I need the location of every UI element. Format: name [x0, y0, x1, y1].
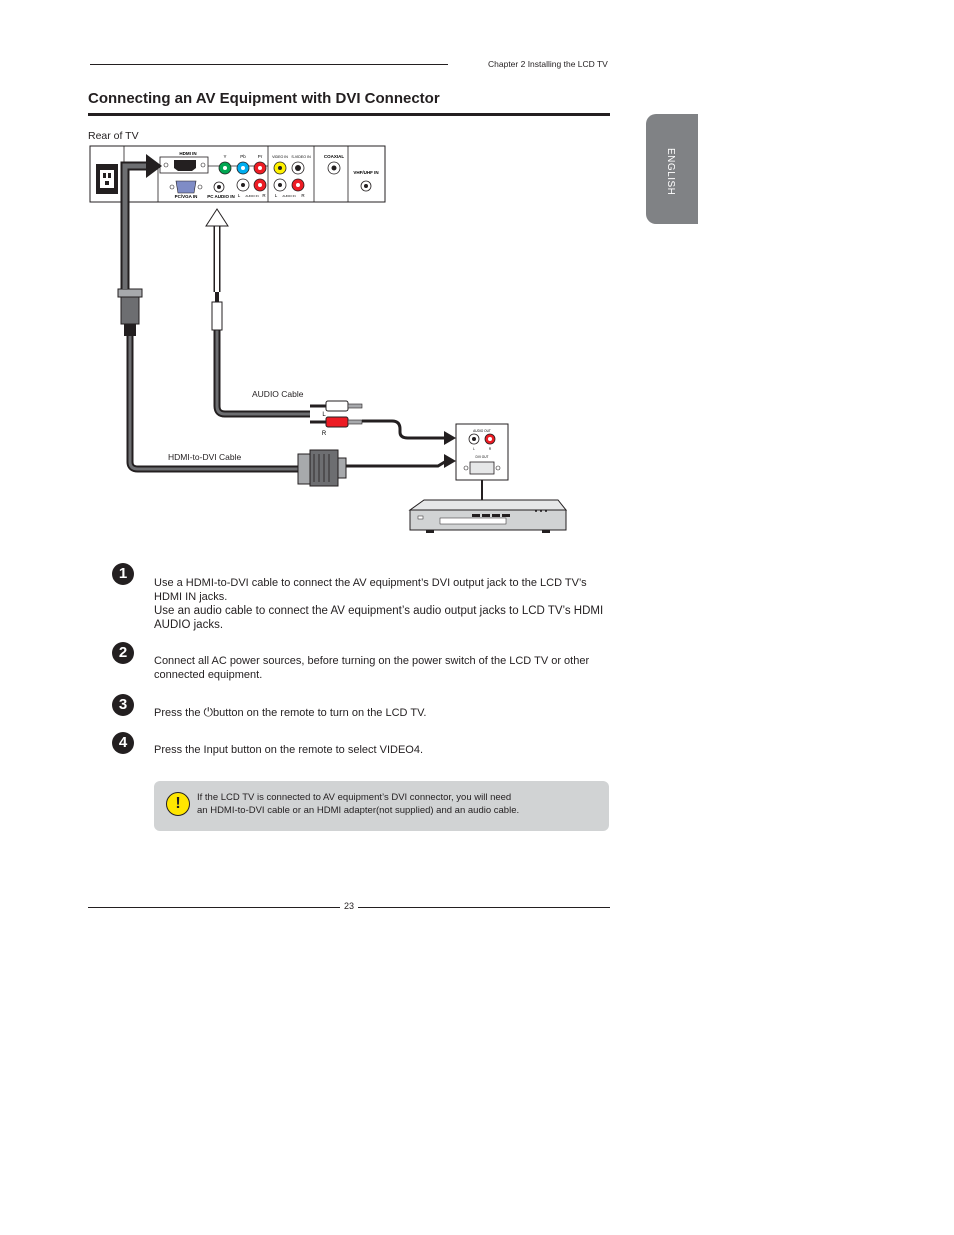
step-2-number: 2 [112, 642, 134, 664]
note-box [154, 781, 609, 831]
device-label-l: L [473, 447, 475, 451]
footer-rule-left [88, 907, 340, 908]
page-title: Connecting an AV Equipment with DVI Connector [88, 90, 440, 107]
step-1-text [154, 576, 609, 632]
device-label-r: R [488, 447, 492, 451]
note-line-2: an HDMI-to-DVI cable or an HDMI adapter(not supplied) and an audio cable. [197, 805, 520, 816]
device-dvi-out-label: DVI OUT [475, 455, 489, 459]
step-3-text [154, 705, 609, 720]
port-label-pr: Pr [257, 154, 263, 159]
language-tab-label: ENGLISH [665, 148, 676, 196]
hdmi-dvi-cable-label: HDMI-to-DVI Cable [168, 452, 242, 462]
av-equipment-icon [410, 500, 566, 533]
note-text [197, 791, 602, 817]
exclamation-icon [166, 792, 190, 816]
port-label-pc-audio-in: PC AUDIO IN [207, 194, 235, 199]
rear-of-tv-label: Rear of TV [88, 130, 139, 142]
step-1-number: 1 [112, 563, 134, 585]
port-label-coaxial: COAXIAL [323, 154, 345, 159]
note-line-1: If the LCD TV is connected to AV equipment’s DVI connector, you will need [197, 792, 512, 803]
step-2-text: Connect all AC power sources, before turning on the power switch of the LCD TV or other connected equipment. [154, 655, 590, 681]
port-label-vhf-uhf-in: VHF/UHF IN [353, 170, 379, 175]
port-label-r1: R [262, 193, 266, 198]
exclamation-glyph: ! [175, 795, 181, 812]
power-icon: ⏻ [203, 705, 214, 719]
page-number: 23 [343, 901, 354, 911]
port-label-l1: L [237, 193, 241, 198]
plug-label-r: R [321, 431, 327, 437]
port-label-y: Y [223, 154, 227, 159]
port-label-pb: Pb [240, 154, 246, 159]
tv-rear-panel [90, 146, 385, 202]
title-rule [88, 113, 610, 116]
plug-label-l: L [322, 412, 326, 418]
step-4-number: 4 [112, 732, 134, 754]
audio-cable-label: AUDIO Cable [252, 389, 304, 399]
connection-diagram [88, 144, 578, 539]
audio-out-arrow-icon [444, 431, 456, 445]
device-back-panel [456, 424, 508, 500]
step-3-text-after: button on the remote to turn on the LCD TV. [213, 707, 427, 719]
step-3-number: 3 [112, 694, 134, 716]
port-label-pc-vga-in: PC/VGA IN [174, 194, 198, 199]
step-4-text: Press the Input button on the remote to select VIDEO4. [154, 744, 424, 756]
power-socket-icon [96, 164, 118, 194]
audio-cable [206, 209, 450, 438]
port-label-hdmi-in: HDMI IN [179, 151, 197, 156]
port-label-audio2: AUDIO IN [282, 194, 296, 198]
step-1-line-b: Use an audio cable to connect the AV equipment’s audio output jacks to LCD TV’s HDMI AUDIO jacks. [154, 605, 604, 631]
step-3-text-before: Press the [154, 707, 201, 719]
language-tab [646, 114, 698, 224]
hdmi-port [160, 157, 208, 173]
dvi-out-arrow-icon [444, 454, 456, 468]
port-label-l2: L [274, 193, 278, 198]
header-rule [90, 64, 448, 65]
port-label-video-in: VIDEO IN [272, 155, 288, 159]
port-label-r2: R [301, 193, 305, 198]
footer-rule-right [358, 907, 610, 908]
port-label-audio1: AUDIO IN [245, 194, 259, 198]
step-1-line-a: Use a HDMI-to-DVI cable to connect the AV equipment’s DVI output jack to the LCD TV’s HDMI IN jacks. [154, 577, 587, 603]
chapter-header: Chapter 2 Installing the LCD TV [488, 59, 608, 69]
device-audio-out-label: AUDIO OUT [473, 429, 491, 433]
port-label-s-video-in: S-VIDEO IN [291, 155, 311, 159]
